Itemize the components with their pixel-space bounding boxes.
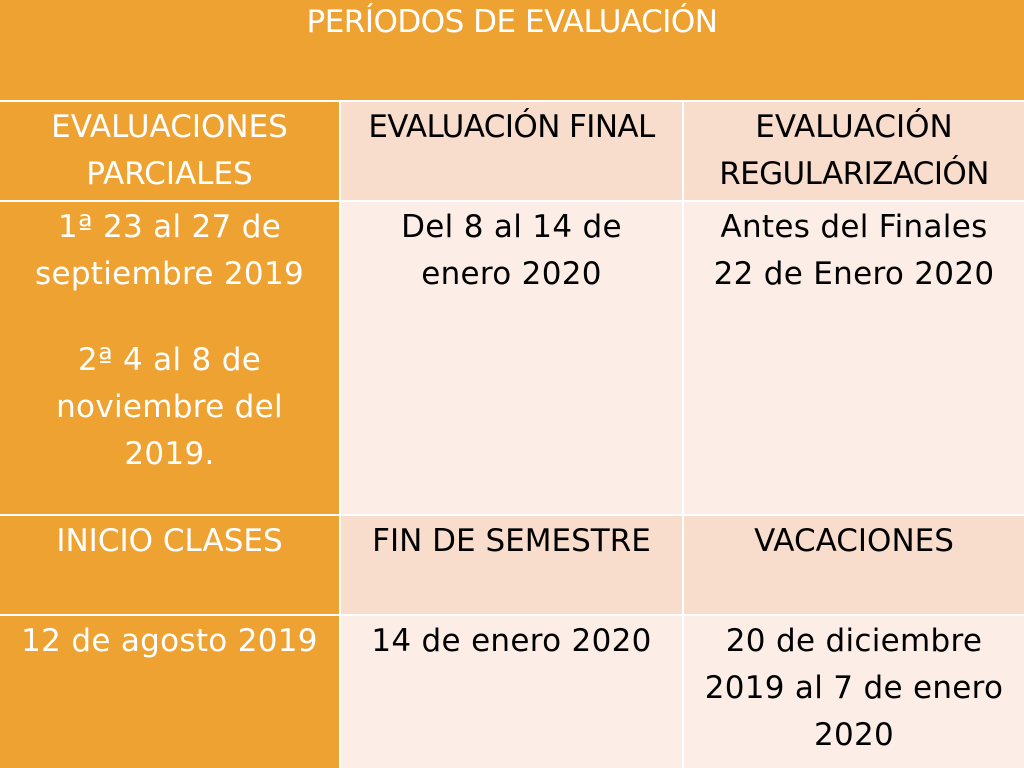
inicio-clases-text: INICIO CLASES xyxy=(56,523,283,559)
table-title xyxy=(0,0,1024,100)
parcial-2-line-2: noviembre del xyxy=(56,389,283,425)
table-title-text: PERÍODOS DE EVALUACIÓN xyxy=(306,4,718,40)
header-vacaciones xyxy=(684,516,1024,614)
vacaciones-text: VACACIONES xyxy=(754,523,954,559)
parcial-2-line-1: 2ª 4 al 8 de xyxy=(77,342,262,378)
header-final-text: EVALUACIÓN FINAL xyxy=(368,109,655,145)
regularizacion-line-1: Antes del Finales xyxy=(720,209,988,245)
header-fin-semestre xyxy=(341,516,682,614)
date-fin-semestre xyxy=(341,616,682,768)
header-regularizacion xyxy=(684,102,1024,200)
dates-parciales xyxy=(0,202,339,514)
date-vacaciones xyxy=(684,616,1024,768)
final-line-1: Del 8 al 14 de xyxy=(401,209,622,245)
header-inicio-clases xyxy=(0,516,339,614)
final-line-2: enero 2020 xyxy=(421,256,602,292)
dates-regularizacion xyxy=(684,202,1024,514)
header-parciales-line-2: PARCIALES xyxy=(86,156,253,192)
header-regularizacion-line-1: EVALUACIÓN xyxy=(755,109,953,145)
parcial-1-line-1: 1ª 23 al 27 de xyxy=(57,209,282,245)
vacaciones-line-3: 2020 xyxy=(813,717,895,753)
vacaciones-line-2: 2019 al 7 de enero xyxy=(704,670,1004,706)
header-parciales-line-1: EVALUACIONES xyxy=(51,109,288,145)
fin-semestre-date: 14 de enero 2020 xyxy=(371,623,652,659)
dates-final xyxy=(341,202,682,514)
header-final xyxy=(341,102,682,200)
fin-semestre-text: FIN DE SEMESTRE xyxy=(372,523,651,559)
header-parciales xyxy=(0,102,339,200)
date-inicio-clases xyxy=(0,616,339,768)
parcial-1-line-2: septiembre 2019 xyxy=(35,256,304,292)
inicio-clases-date: 12 de agosto 2019 xyxy=(21,623,318,659)
regularizacion-line-2: 22 de Enero 2020 xyxy=(713,256,995,292)
vacaciones-line-1: 20 de diciembre xyxy=(725,623,983,659)
parcial-2-line-3: 2019. xyxy=(124,436,215,472)
header-regularizacion-line-2: REGULARIZACIÓN xyxy=(719,156,989,192)
